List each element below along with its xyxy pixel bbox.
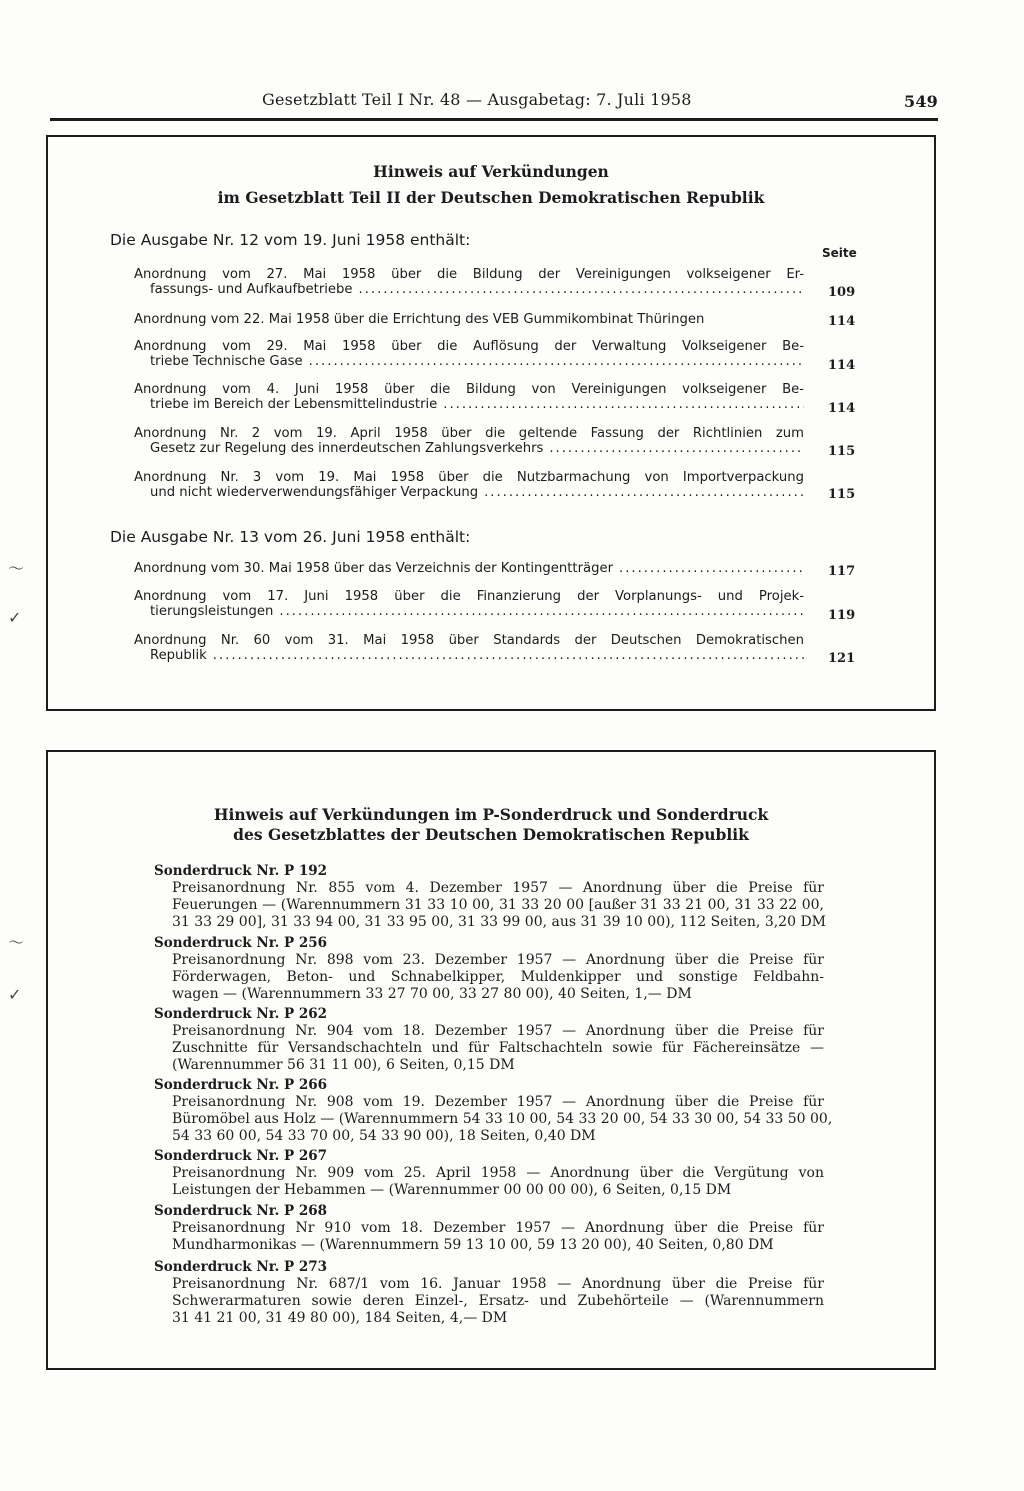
page-ref: 119 [828,608,856,623]
seite-column-label: Seite [822,246,857,260]
page-ref: 115 [828,487,856,502]
sonderdruck-text: Preisanordnung Nr. 855 vom 4. Dezember 1957 — Anordnung über die Preise für Feuerungen — (Warennummern 31 33 10 00, 31 33 20 00 [außer 31 33 21 00, 31 33 22 00, 31 33 29 00], 31 33 94 00, 31 33 95 00, 31 33 99 00, aus 31 39 10 00), 112 Seiten, 3,20 DM [172,880,827,930]
list-item: Anordnung Nr. 60 vom 31. Mai 1958 über Standards der Deutschen Demokratischen Republik ..... [134,633,804,663]
sonderdruck-text: Preisanordnung Nr. 898 vom 23. Dezember 1957 — Anordnung über die Preise für Förderwagen, Beton- und Schnabelkipper, Muldenkipper und sonstige Feldbahn- wagen — (Warennummern 33 27 70 00, 33 27 80 00), 40 Seiten, 1,— DM [172,952,824,1002]
margin-check-mark: ✓ [8,985,22,1004]
sonderdruck-heading: Sonderdruck Nr. P 273 [154,1259,327,1275]
page-ref: 114 [828,401,856,416]
sonderdruck-text: Preisanordnung Nr. 687/1 vom 16. Januar 1958 — Anordnung über die Preise für Schwerarmaturen sowie deren Einzel-, Ersatz- und Zubehörteile — (Warennummern 31 41 21 00, 31 49 80 00), 184 Seiten, 4,— DM [172,1276,824,1326]
header-rule [50,118,938,121]
list-item: Anordnung vom 17. Juni 1958 über die Finanzierung der Vorplanungs- und Projek- tierungsleistungen ..... [134,589,804,619]
page-ref: 115 [828,444,856,459]
box2-title-line1: Hinweis auf Verkündungen im P-Sonderdruck und Sonderdruck [213,805,769,824]
list-item: Anordnung Nr. 2 vom 19. April 1958 über die geltende Fassung der Richtlinien zum Gesetz zur Regelung des innerdeutschen Zahlungsverkehrs ..... [134,426,804,456]
notice-box-sonderdruck [46,750,936,1370]
sonderdruck-text: Preisanordnung Nr. 909 vom 25. April 1958 — Anordnung über die Vergütung von Leistungen der Hebammen — (Warennummer 00 00 00 00), 6 Seiten, 0,15 DM [172,1165,824,1198]
list-item: Anordnung Nr. 3 vom 19. Mai 1958 über die Nutzbarmachung von Importverpackung und nicht wiederverwendungsfähiger Verpackung ..... [134,470,804,500]
sonderdruck-text: Preisanordnung Nr 910 vom 18. Dezember 1957 — Anordnung über die Preise für Mundharmonikas — (Warennummern 59 13 10 00, 59 13 20 00), 40 Seiten, 0,80 DM [172,1220,824,1253]
page-ref: 109 [828,285,856,300]
list-item: Anordnung vom 30. Mai 1958 über das Verzeichnis der Kontingentträger ..... [134,561,804,576]
notice-box-part-ii [46,135,936,711]
sonderdruck-heading: Sonderdruck Nr. P 268 [154,1203,327,1219]
margin-check-mark: ✓ [8,608,22,627]
sonderdruck-text: Preisanordnung Nr. 908 vom 19. Dezember 1957 — Anordnung über die Preise für Büromöbel aus Holz — (Warennummern 54 33 10 00, 54 33 20 00, 54 33 30 00, 54 33 50 00, 54 33 60 00, 54 33 70 00, 54 33 90 00), 18 Seiten, 0,40 DM [172,1094,833,1144]
page-ref: 114 [828,314,856,329]
list-item: Anordnung vom 4. Juni 1958 über die Bildung von Vereinigungen volkseigener Be- triebe im Bereich der Lebensmittelindustrie ..... [134,382,804,412]
page-number: 549 [904,92,938,111]
issue-12-heading: Die Ausgabe Nr. 12 vom 19. Juni 1958 enthält: [110,231,471,249]
box1-title-line1: Hinweis auf Verkündungen [373,162,609,181]
page-header [262,90,942,114]
margin-check-mark: 〜 [8,933,25,952]
sonderdruck-heading: Sonderdruck Nr. P 192 [154,863,327,879]
sonderdruck-text: Preisanordnung Nr. 904 vom 18. Dezember 1957 — Anordnung über die Preise für Zuschnitte für Versandschachteln und für Faltschachteln sowie für Fächereinsätze — (Warennummer 56 31 11 00), 6 Seiten, 0,15 DM [172,1023,824,1073]
sonderdruck-heading: Sonderdruck Nr. P 262 [154,1006,327,1022]
sonderdruck-heading: Sonderdruck Nr. P 267 [154,1148,327,1164]
sonderdruck-heading: Sonderdruck Nr. P 266 [154,1077,327,1093]
page-ref: 117 [828,564,856,579]
box1-title-line2: im Gesetzblatt Teil II der Deutschen Demokratischen Republik [217,188,765,207]
margin-check-mark: 〜 [8,559,25,578]
list-item: Anordnung vom 27. Mai 1958 über die Bildung der Vereinigungen volkseigener Er- fassungs- und Aufkaufbetriebe ..... [134,267,804,297]
page-ref: 114 [828,358,856,373]
sonderdruck-heading: Sonderdruck Nr. P 256 [154,935,327,951]
page-ref: 121 [828,651,856,666]
header-title: Gesetzblatt Teil I Nr. 48 — Ausgabetag: 7. Juli 1958 [262,90,692,109]
issue-13-heading: Die Ausgabe Nr. 13 vom 26. Juni 1958 enthält: [110,528,471,546]
box2-title-line2: des Gesetzblattes der Deutschen Demokratischen Republik [233,825,749,844]
list-item: Anordnung vom 29. Mai 1958 über die Auflösung der Verwaltung Volkseigener Be- triebe Technische Gase ..... [134,339,804,369]
list-item: Anordnung vom 22. Mai 1958 über die Errichtung des VEB Gummikombinat Thüringen [134,312,705,327]
